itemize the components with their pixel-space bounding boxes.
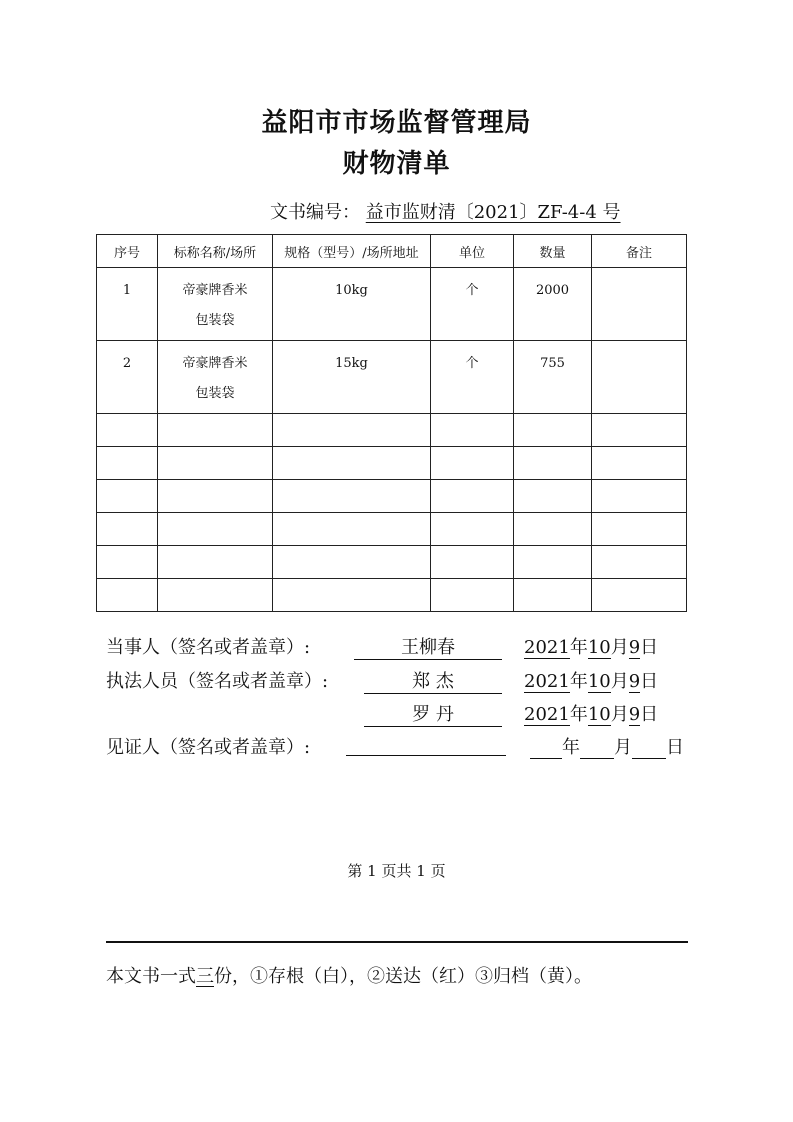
month-char: 月 xyxy=(610,704,629,725)
copies-count: 三 xyxy=(196,966,214,987)
witness-day-blank xyxy=(632,736,666,759)
witness-label: 见证人（签名或者盖章）: xyxy=(106,737,311,758)
date-day: 9 xyxy=(628,704,641,725)
cell-unit: 个 xyxy=(431,268,514,341)
cell-name-line1: 帝豪牌香米 xyxy=(182,356,248,371)
empty-row xyxy=(97,480,687,513)
year-char: 年 xyxy=(569,671,588,692)
officer-label: 执法人员（签名或者盖章）: xyxy=(106,671,329,692)
document-number-label: 文书编号： xyxy=(270,202,360,223)
page-number: 第 1 页共 1 页 xyxy=(347,862,446,880)
year-char: 年 xyxy=(569,637,588,658)
cell-unit: 个 xyxy=(431,341,514,414)
document-title: 财物清单 xyxy=(342,149,451,179)
day-char: 日 xyxy=(666,737,684,758)
copies-prefix: 本文书一式 xyxy=(106,966,196,987)
table-header-row xyxy=(97,235,687,268)
copies-note xyxy=(106,962,592,988)
table-row xyxy=(97,341,687,414)
party-label: 当事人（签名或者盖章）: xyxy=(106,637,311,658)
cell-no: 1 xyxy=(97,268,158,341)
officer-1-name: 郑 杰 xyxy=(364,667,502,694)
cell-name-line2: 包装袋 xyxy=(195,313,235,328)
cell-spec: 15kg xyxy=(273,341,431,414)
date-month: 10 xyxy=(587,704,611,725)
empty-row xyxy=(97,546,687,579)
date-day: 9 xyxy=(628,671,641,692)
year-char: 年 xyxy=(562,737,580,758)
cell-name-line1: 帝豪牌香米 xyxy=(182,283,248,298)
date-year: 2021 xyxy=(524,704,570,725)
date-month: 10 xyxy=(587,637,611,658)
header-unit: 单位 xyxy=(431,235,514,268)
empty-row xyxy=(97,513,687,546)
property-list-table xyxy=(96,234,687,612)
date-month: 10 xyxy=(587,671,611,692)
party-signature-line xyxy=(106,633,659,659)
cell-note xyxy=(592,268,687,341)
cell-note xyxy=(592,341,687,414)
document-number-value: 益市监财清〔2021〕ZF-4-4 号 xyxy=(365,202,621,223)
header-qty: 数量 xyxy=(514,235,592,268)
table-row xyxy=(97,268,687,341)
witness-date xyxy=(530,733,684,759)
document-number xyxy=(270,198,621,224)
day-char: 日 xyxy=(640,671,659,692)
month-char: 月 xyxy=(610,637,629,658)
officer-signature-line xyxy=(106,667,659,693)
witness-name-blank xyxy=(346,733,506,756)
header-name: 标称名称/场所 xyxy=(158,235,273,268)
day-char: 日 xyxy=(640,637,659,658)
party-name: 王柳春 xyxy=(354,633,502,660)
agency-title: 益阳市市场监督管理局 xyxy=(261,108,532,138)
year-char: 年 xyxy=(569,704,588,725)
date-day: 9 xyxy=(628,637,641,658)
month-char: 月 xyxy=(614,737,632,758)
cell-spec: 10kg xyxy=(273,268,431,341)
month-char: 月 xyxy=(610,671,629,692)
witness-month-blank xyxy=(580,736,614,759)
officer-2-name: 罗 丹 xyxy=(364,700,502,727)
cell-name xyxy=(158,268,273,341)
empty-row xyxy=(97,447,687,480)
date-year: 2021 xyxy=(524,671,570,692)
cell-name xyxy=(158,341,273,414)
cell-no: 2 xyxy=(97,341,158,414)
officer-2-date xyxy=(524,700,658,726)
cell-name-line2: 包装袋 xyxy=(195,386,235,401)
officer-1-date xyxy=(524,667,658,693)
footer-divider xyxy=(106,941,688,943)
copies-suffix: 份，①存根（白），②送达（红）③归档（黄）。 xyxy=(214,966,592,987)
header-spec: 规格（型号）/场所地址 xyxy=(273,235,431,268)
empty-row xyxy=(97,579,687,612)
cell-qty: 755 xyxy=(514,341,592,414)
date-year: 2021 xyxy=(524,637,570,658)
party-date xyxy=(524,633,658,659)
empty-row xyxy=(97,414,687,447)
day-char: 日 xyxy=(640,704,659,725)
header-note: 备注 xyxy=(592,235,687,268)
witness-year-blank xyxy=(530,736,562,759)
witness-signature-line xyxy=(106,733,684,759)
cell-qty: 2000 xyxy=(514,268,592,341)
header-no: 序号 xyxy=(97,235,158,268)
